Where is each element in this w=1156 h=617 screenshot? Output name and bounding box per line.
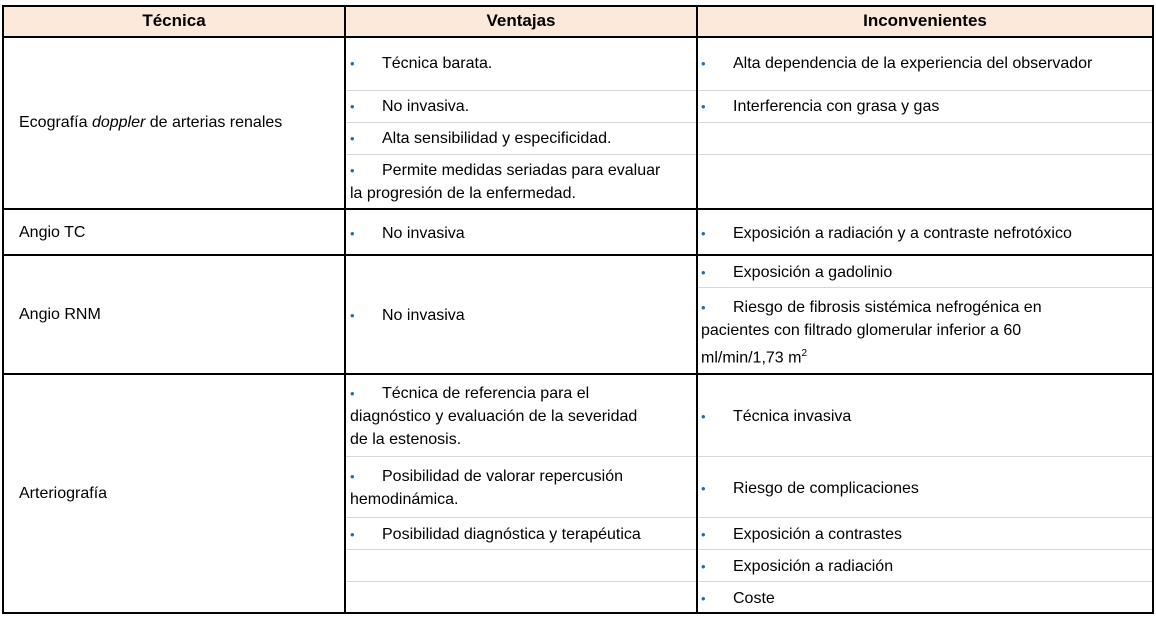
header-disadvantages: Inconvenientes	[863, 11, 987, 30]
advantage-item: • No invasiva	[350, 225, 465, 242]
advantage-item: • Técnica de referencia para el diagnóstico y evaluación de la severidad de la estenosis.	[350, 385, 638, 448]
column-divider	[696, 5, 698, 614]
subrow-divider	[698, 456, 1153, 457]
header-advantages: Ventajas	[486, 11, 556, 30]
disadvantage-item: • Coste	[701, 590, 775, 607]
subrow-divider	[698, 287, 1153, 288]
table-border-bottom	[2, 612, 1154, 614]
subrow-divider	[346, 517, 1153, 518]
disadvantage-item: • Exposición a radiación y a contraste nefrotóxico	[701, 225, 1072, 242]
disadvantage-item: • Exposición a radiación	[701, 558, 894, 575]
disadvantage-item: • Alta dependencia de la experiencia del observador	[701, 55, 1093, 72]
advantage-item: • Alta sensibilidad y especificidad.	[350, 130, 612, 147]
advantage-item: • No invasiva.	[350, 98, 470, 115]
disadvantage-item: • Técnica invasiva	[701, 408, 852, 425]
subrow-divider	[346, 549, 1153, 550]
table-border-top	[2, 5, 1154, 7]
technique-angio-tc: Angio TC	[19, 224, 86, 241]
column-divider	[344, 5, 346, 614]
row-border	[2, 208, 1154, 210]
disadvantage-item: • Exposición a contrastes	[701, 526, 902, 543]
advantage-item: • Técnica barata.	[350, 55, 493, 72]
subrow-divider	[346, 122, 1153, 123]
technique-angio-rnm: Angio RNM	[19, 306, 101, 323]
disadvantage-item: • Riesgo de complicaciones	[701, 480, 919, 497]
disadvantage-item: • Riesgo de fibrosis sistémica nefrogénica en pacientes con filtrado glomerular inferior a 60 ml/min/1,73 $m^2$	[701, 299, 1042, 367]
technique-arteriografia: Arteriografía	[19, 485, 108, 502]
disadvantage-item: • Interferencia con grasa y gas	[701, 98, 940, 115]
header-technique: Técnica	[142, 11, 206, 30]
subrow-divider	[346, 90, 1153, 91]
table-border-right	[1152, 5, 1154, 614]
disadvantage-item: • Exposición a gadolinio	[701, 264, 893, 281]
row-border	[2, 373, 1154, 375]
subrow-divider	[346, 456, 697, 457]
subrow-divider	[346, 581, 1153, 582]
technique-ecografia: Ecografía doppler de arterias renales	[19, 114, 283, 131]
table-border-left	[2, 5, 4, 614]
advantage-item: • Posibilidad diagnóstica y terapéutica	[350, 526, 641, 543]
header-bottom-border	[2, 36, 1154, 38]
row-border	[2, 254, 1154, 256]
advantage-item: • Posibilidad de valorar repercusión hemodinámica.	[350, 468, 624, 508]
advantage-item: • Permite medidas seriadas para evaluar la progresión de la enfermedad.	[350, 162, 661, 202]
advantage-item: • No invasiva	[350, 307, 465, 324]
subrow-divider	[346, 154, 1153, 155]
